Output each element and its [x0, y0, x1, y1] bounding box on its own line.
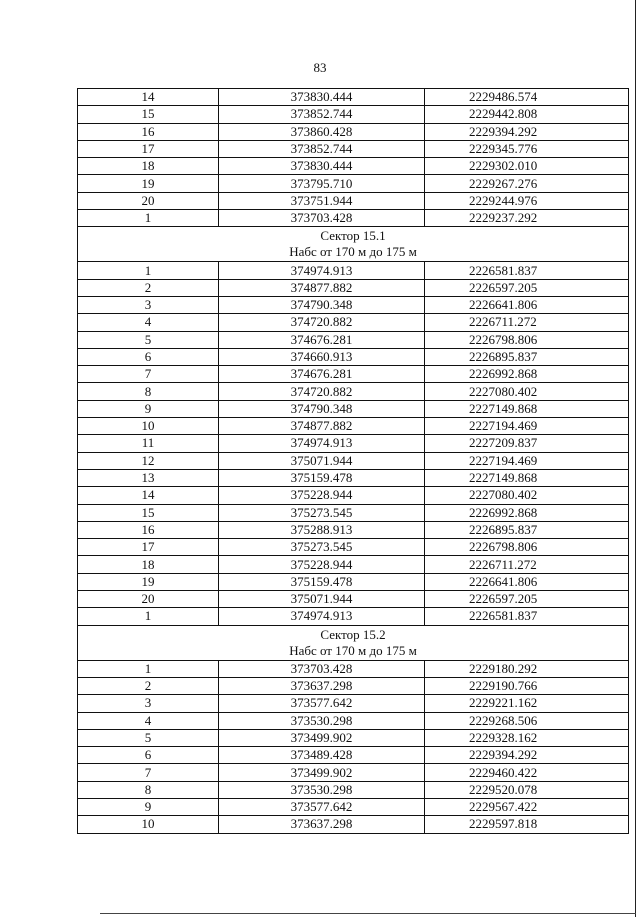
table-row: [78, 521, 629, 538]
table-row: [78, 366, 629, 383]
y-coordinate-cell: 2226798.806: [425, 539, 629, 556]
table-row: [78, 764, 629, 781]
table-row: [78, 435, 629, 452]
table-row: [78, 262, 629, 279]
x-coordinate-cell: 374720.882: [219, 314, 425, 331]
table-row: [78, 140, 629, 157]
y-coordinate-cell: 2229221.162: [425, 695, 629, 712]
table-row: [78, 123, 629, 140]
table-row: [78, 695, 629, 712]
y-coordinate-cell: 2229268.506: [425, 712, 629, 729]
table-row: [78, 158, 629, 175]
table-row: [78, 452, 629, 469]
point-number-cell: 6: [78, 348, 219, 365]
point-number-cell: 6: [78, 747, 219, 764]
point-number-cell: 5: [78, 729, 219, 746]
table-row: [78, 314, 629, 331]
x-coordinate-cell: 373577.642: [219, 695, 425, 712]
x-coordinate-cell: 374877.882: [219, 418, 425, 435]
x-coordinate-cell: 373489.428: [219, 747, 425, 764]
section-title: Сектор 15.2: [320, 626, 386, 642]
point-number-cell: 11: [78, 435, 219, 452]
y-coordinate-cell: 2226641.806: [425, 296, 629, 313]
x-coordinate-cell: 373637.298: [219, 816, 425, 833]
x-coordinate-cell: 374676.281: [219, 331, 425, 348]
point-number-cell: 1: [78, 660, 219, 677]
x-coordinate-cell: 373499.902: [219, 729, 425, 746]
coordinates-table: [77, 88, 629, 834]
x-coordinate-cell: 373703.428: [219, 210, 425, 227]
y-coordinate-cell: 2227194.469: [425, 418, 629, 435]
x-coordinate-cell: 374660.913: [219, 348, 425, 365]
y-coordinate-cell: 2227209.837: [425, 435, 629, 452]
x-coordinate-cell: 373795.710: [219, 175, 425, 192]
section-header: [78, 625, 629, 660]
y-coordinate-cell: 2226581.837: [425, 608, 629, 625]
point-number-cell: 13: [78, 469, 219, 486]
y-coordinate-cell: 2226711.272: [425, 314, 629, 331]
x-coordinate-cell: 375159.478: [219, 573, 425, 590]
point-number-cell: 16: [78, 123, 219, 140]
x-coordinate-cell: 375273.545: [219, 504, 425, 521]
point-number-cell: 2: [78, 279, 219, 296]
y-coordinate-cell: 2229486.574: [425, 89, 629, 106]
table-row: [78, 400, 629, 417]
y-coordinate-cell: 2226597.205: [425, 591, 629, 608]
table-row: [78, 89, 629, 106]
y-coordinate-cell: 2229237.292: [425, 210, 629, 227]
x-coordinate-cell: 374877.882: [219, 279, 425, 296]
point-number-cell: 9: [78, 798, 219, 815]
table-row: [78, 677, 629, 694]
point-number-cell: 10: [78, 418, 219, 435]
table-row: [78, 573, 629, 590]
y-coordinate-cell: 2229302.010: [425, 158, 629, 175]
y-coordinate-cell: 2226581.837: [425, 262, 629, 279]
y-coordinate-cell: 2229394.292: [425, 123, 629, 140]
point-number-cell: 9: [78, 400, 219, 417]
x-coordinate-cell: 373860.428: [219, 123, 425, 140]
table-row: [78, 296, 629, 313]
x-coordinate-cell: 373530.298: [219, 712, 425, 729]
y-coordinate-cell: 2229394.292: [425, 747, 629, 764]
point-number-cell: 10: [78, 816, 219, 833]
coordinates-table-body: [78, 89, 629, 834]
point-number-cell: 17: [78, 539, 219, 556]
table-row: [78, 487, 629, 504]
point-number-cell: 16: [78, 521, 219, 538]
scan-edge-right: [635, 0, 636, 917]
x-coordinate-cell: 373852.744: [219, 106, 425, 123]
y-coordinate-cell: 2229442.808: [425, 106, 629, 123]
x-coordinate-cell: 374720.882: [219, 383, 425, 400]
table-row: [78, 106, 629, 123]
x-coordinate-cell: 375228.944: [219, 556, 425, 573]
x-coordinate-cell: 375159.478: [219, 469, 425, 486]
y-coordinate-cell: 2226711.272: [425, 556, 629, 573]
point-number-cell: 18: [78, 556, 219, 573]
y-coordinate-cell: 2229597.818: [425, 816, 629, 833]
section-subtitle: Набс от 170 м до 175 м: [289, 244, 417, 260]
table-row: [78, 383, 629, 400]
y-coordinate-cell: 2227194.469: [425, 452, 629, 469]
table-row: [78, 747, 629, 764]
y-coordinate-cell: 2226895.837: [425, 348, 629, 365]
point-number-cell: 15: [78, 504, 219, 521]
x-coordinate-cell: 375273.545: [219, 539, 425, 556]
point-number-cell: 20: [78, 591, 219, 608]
point-number-cell: 3: [78, 296, 219, 313]
point-number-cell: 12: [78, 452, 219, 469]
y-coordinate-cell: 2229567.422: [425, 798, 629, 815]
x-coordinate-cell: 373830.444: [219, 89, 425, 106]
point-number-cell: 14: [78, 487, 219, 504]
y-coordinate-cell: 2226798.806: [425, 331, 629, 348]
point-number-cell: 8: [78, 781, 219, 798]
scan-edge-bottom: [100, 913, 636, 914]
point-number-cell: 17: [78, 140, 219, 157]
point-number-cell: 14: [78, 89, 219, 106]
y-coordinate-cell: 2229190.766: [425, 677, 629, 694]
table-row: [78, 798, 629, 815]
point-number-cell: 18: [78, 158, 219, 175]
point-number-cell: 3: [78, 695, 219, 712]
point-number-cell: 1: [78, 608, 219, 625]
table-row: [78, 591, 629, 608]
y-coordinate-cell: 2226641.806: [425, 573, 629, 590]
point-number-cell: 4: [78, 712, 219, 729]
x-coordinate-cell: 375228.944: [219, 487, 425, 504]
table-row: [78, 175, 629, 192]
y-coordinate-cell: 2227080.402: [425, 383, 629, 400]
x-coordinate-cell: 375288.913: [219, 521, 425, 538]
x-coordinate-cell: 373530.298: [219, 781, 425, 798]
y-coordinate-cell: 2229520.078: [425, 781, 629, 798]
table-row: [78, 210, 629, 227]
point-number-cell: 19: [78, 175, 219, 192]
table-row: [78, 729, 629, 746]
table-row: [78, 418, 629, 435]
y-coordinate-cell: 2229328.162: [425, 729, 629, 746]
point-number-cell: 7: [78, 366, 219, 383]
x-coordinate-cell: 374974.913: [219, 608, 425, 625]
table-row: [78, 331, 629, 348]
x-coordinate-cell: 375071.944: [219, 591, 425, 608]
table-row: [78, 192, 629, 209]
point-number-cell: 2: [78, 677, 219, 694]
x-coordinate-cell: 375071.944: [219, 452, 425, 469]
point-number-cell: 8: [78, 383, 219, 400]
x-coordinate-cell: 373577.642: [219, 798, 425, 815]
x-coordinate-cell: 374974.913: [219, 262, 425, 279]
table-row: [78, 469, 629, 486]
table-row: [78, 504, 629, 521]
x-coordinate-cell: 373830.444: [219, 158, 425, 175]
table-row: [78, 348, 629, 365]
table-row: [78, 279, 629, 296]
page-number: 83: [313, 60, 327, 75]
y-coordinate-cell: 2227149.868: [425, 400, 629, 417]
y-coordinate-cell: 2229460.422: [425, 764, 629, 781]
point-number-cell: 7: [78, 764, 219, 781]
x-coordinate-cell: 374974.913: [219, 435, 425, 452]
x-coordinate-cell: 373703.428: [219, 660, 425, 677]
section-header: [78, 227, 629, 262]
y-coordinate-cell: 2229244.976: [425, 192, 629, 209]
section-header-row: [78, 625, 629, 660]
y-coordinate-cell: 2227080.402: [425, 487, 629, 504]
table-row: [78, 556, 629, 573]
section-header-row: [78, 227, 629, 262]
x-coordinate-cell: 374790.348: [219, 296, 425, 313]
y-coordinate-cell: 2229267.276: [425, 175, 629, 192]
point-number-cell: 15: [78, 106, 219, 123]
x-coordinate-cell: 373637.298: [219, 677, 425, 694]
y-coordinate-cell: 2226597.205: [425, 279, 629, 296]
section-subtitle: Набс от 170 м до 175 м: [289, 642, 417, 658]
y-coordinate-cell: 2226992.868: [425, 366, 629, 383]
x-coordinate-cell: 374790.348: [219, 400, 425, 417]
y-coordinate-cell: 2226895.837: [425, 521, 629, 538]
table-row: [78, 539, 629, 556]
point-number-cell: 20: [78, 192, 219, 209]
point-number-cell: 1: [78, 262, 219, 279]
y-coordinate-cell: 2227149.868: [425, 469, 629, 486]
table-row: [78, 608, 629, 625]
table-row: [78, 816, 629, 833]
x-coordinate-cell: 373751.944: [219, 192, 425, 209]
table-row: [78, 712, 629, 729]
x-coordinate-cell: 373499.902: [219, 764, 425, 781]
x-coordinate-cell: 374676.281: [219, 366, 425, 383]
y-coordinate-cell: 2229345.776: [425, 140, 629, 157]
x-coordinate-cell: 373852.744: [219, 140, 425, 157]
point-number-cell: 4: [78, 314, 219, 331]
table-row: [78, 781, 629, 798]
point-number-cell: 19: [78, 573, 219, 590]
point-number-cell: 5: [78, 331, 219, 348]
section-title: Сектор 15.1: [320, 228, 386, 244]
y-coordinate-cell: 2226992.868: [425, 504, 629, 521]
table-row: [78, 660, 629, 677]
point-number-cell: 1: [78, 210, 219, 227]
y-coordinate-cell: 2229180.292: [425, 660, 629, 677]
